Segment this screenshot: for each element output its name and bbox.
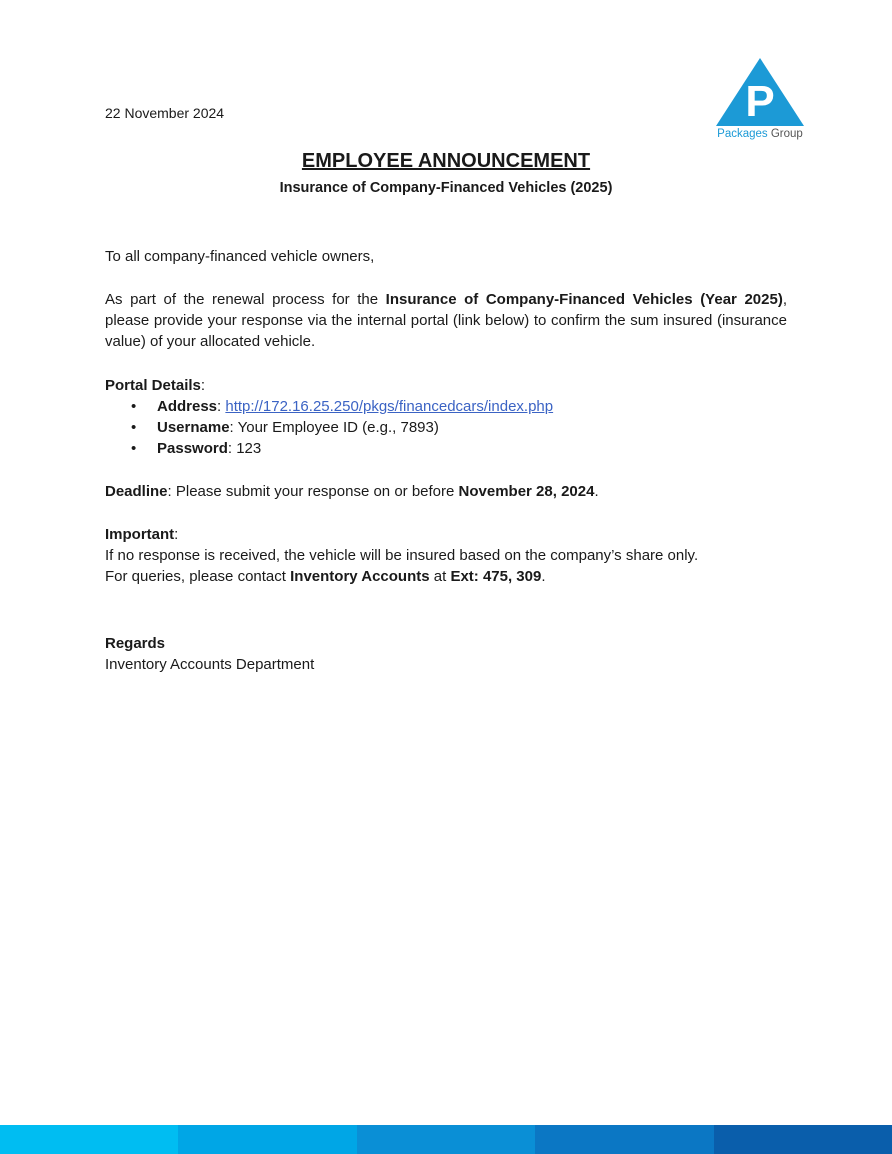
announcement-date: 22 November 2024	[105, 105, 225, 121]
important-line-1: If no response is received, the vehicle will be insured based on the company’s share only.	[105, 547, 699, 564]
logo-text: Packages Group	[717, 128, 803, 140]
footer-band-3	[357, 1125, 535, 1154]
important-section: Important: If no response is received, the vehicle will be insured based on the company’s share only. For queries, please contact Inventory Accounts at Ext: 475, 309.	[105, 524, 787, 587]
deadline-paragraph: Deadline: Please submit your response on or before November 28, 2024.	[105, 483, 599, 500]
footer-band-1	[0, 1125, 178, 1154]
salutation: To all company-financed vehicle owners,	[105, 248, 375, 265]
footer-color-band	[0, 1125, 892, 1154]
page-subtitle: Insurance of Company-Financed Vehicles (2025)	[279, 180, 613, 196]
logo-triangle-icon	[708, 56, 812, 128]
footer-band-5	[714, 1125, 892, 1154]
list-item-username: • Username: Your Employee ID (e.g., 7893)	[105, 417, 787, 438]
company-logo	[708, 56, 812, 146]
regards-text: Regards	[105, 635, 166, 652]
closing	[105, 633, 787, 675]
list-item-password: • Password: 123	[105, 438, 787, 459]
portal-details-list	[105, 396, 787, 459]
footer-band-4	[535, 1125, 713, 1154]
page-title: EMPLOYEE ANNOUNCEMENT	[301, 150, 591, 172]
intro-paragraph: As part of the renewal process for the Insurance of Company-Financed Vehicles (Year 2025), please provide your response via the internal portal (link below) to confirm the sum insured (insurance value) of your allocated vehicle.	[105, 291, 787, 350]
important-line-2: For queries, please contact Inventory Accounts at Ext: 475, 309.	[105, 568, 546, 585]
footer-band-2	[178, 1125, 356, 1154]
logo-letter: P	[745, 77, 775, 126]
portal-details-heading: Portal Details:	[105, 377, 206, 394]
list-item-address: • Address: http://172.16.25.250/pkgs/financedcars/index.php	[105, 396, 787, 417]
department-name: Inventory Accounts Department	[105, 656, 315, 673]
portal-address-link[interactable]: http://172.16.25.250/pkgs/financedcars/index.php	[225, 398, 554, 415]
